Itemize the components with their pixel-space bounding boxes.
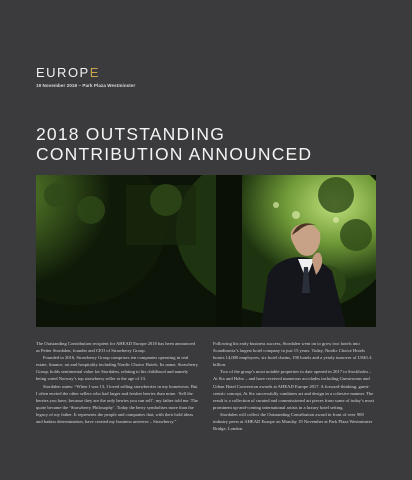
- right-paragraph-3: Stordalen will collect the Outstanding Contribution award in front of over 900 industry peers at AHEAD Europe on Monday 19 November at Park Plaza Westminster Bridge, London.: [213, 411, 373, 432]
- left-paragraph-3: Stordalen states: “When I was 13, I loved selling strawberries in my hometown. But I often envied the other sellers who had larger and fresher berries than mine. ‘Sell the berries you have, because they are the only berries you can sell’, my father told me. The quote became the ‘Strawberry Philosophy’. Today the berry symbolises more than the legacy of my father. It represents the people and companies that, with their bold ideas and badass determination, have created my business universe – Strawberry.”: [36, 383, 198, 425]
- garden-portrait-image: [36, 175, 376, 327]
- article-left-column: [36, 340, 199, 425]
- event-date-line: 19 November 2018 – Park Plaza Westminster: [36, 83, 136, 88]
- headline-line-1: 2018 OUTSTANDING: [36, 124, 226, 144]
- article-headline: [36, 124, 376, 164]
- headline-line-2: CONTRIBUTION ANNOUNCED: [36, 144, 313, 164]
- right-paragraph-1: Following his early business success, Stordalen went on to grow two hotels into Scandinavia’s largest hotel company in just 15 years. Today, Nordic Choice Hotels boasts 14,000 employees, six hotel chains, 190 hotels and a yearly turnover of US$1.4 billion.: [213, 341, 372, 368]
- left-paragraph-1: The Outstanding Contribution recipient for AHEAD Europe 2018 has been announced as Petter Stordalen, founder and CEO of Strawberry Group.: [36, 341, 195, 354]
- magazine-header: [36, 66, 135, 88]
- left-paragraph-2: Founded in 2016, Strawberry Group comprises ten companies operating in real estate, finance, art and hospitality including Nordic Choice Hotels. Its name, Strawberry Group, holds sentimental value for Stordalen, relating to his childhood and namely being voted Norway’s top strawberry seller at the age of 13.: [36, 355, 199, 382]
- right-paragraph-2: Two of the group’s most notable properties to date opened in 2017 in Stockholm – At Six and Hobo – and have received numerous accolades including Guestrooms and Urban Hotel Conversion awards at AHEAD Europe 2017. A forward-thinking, guest-centric concept, At Six successfully combines art and design in a cohesive manner. The result is a collection of curated and commissioned art pieces from some of today’s most prominent up-and-coming international artists in a luxury hotel setting.: [213, 369, 374, 410]
- hero-photo: [36, 175, 376, 327]
- article-right-column: [213, 340, 376, 432]
- europe-logo: [36, 66, 135, 80]
- logo-accent-letter: E: [89, 65, 100, 80]
- logo-main-text: EUROP: [36, 65, 90, 80]
